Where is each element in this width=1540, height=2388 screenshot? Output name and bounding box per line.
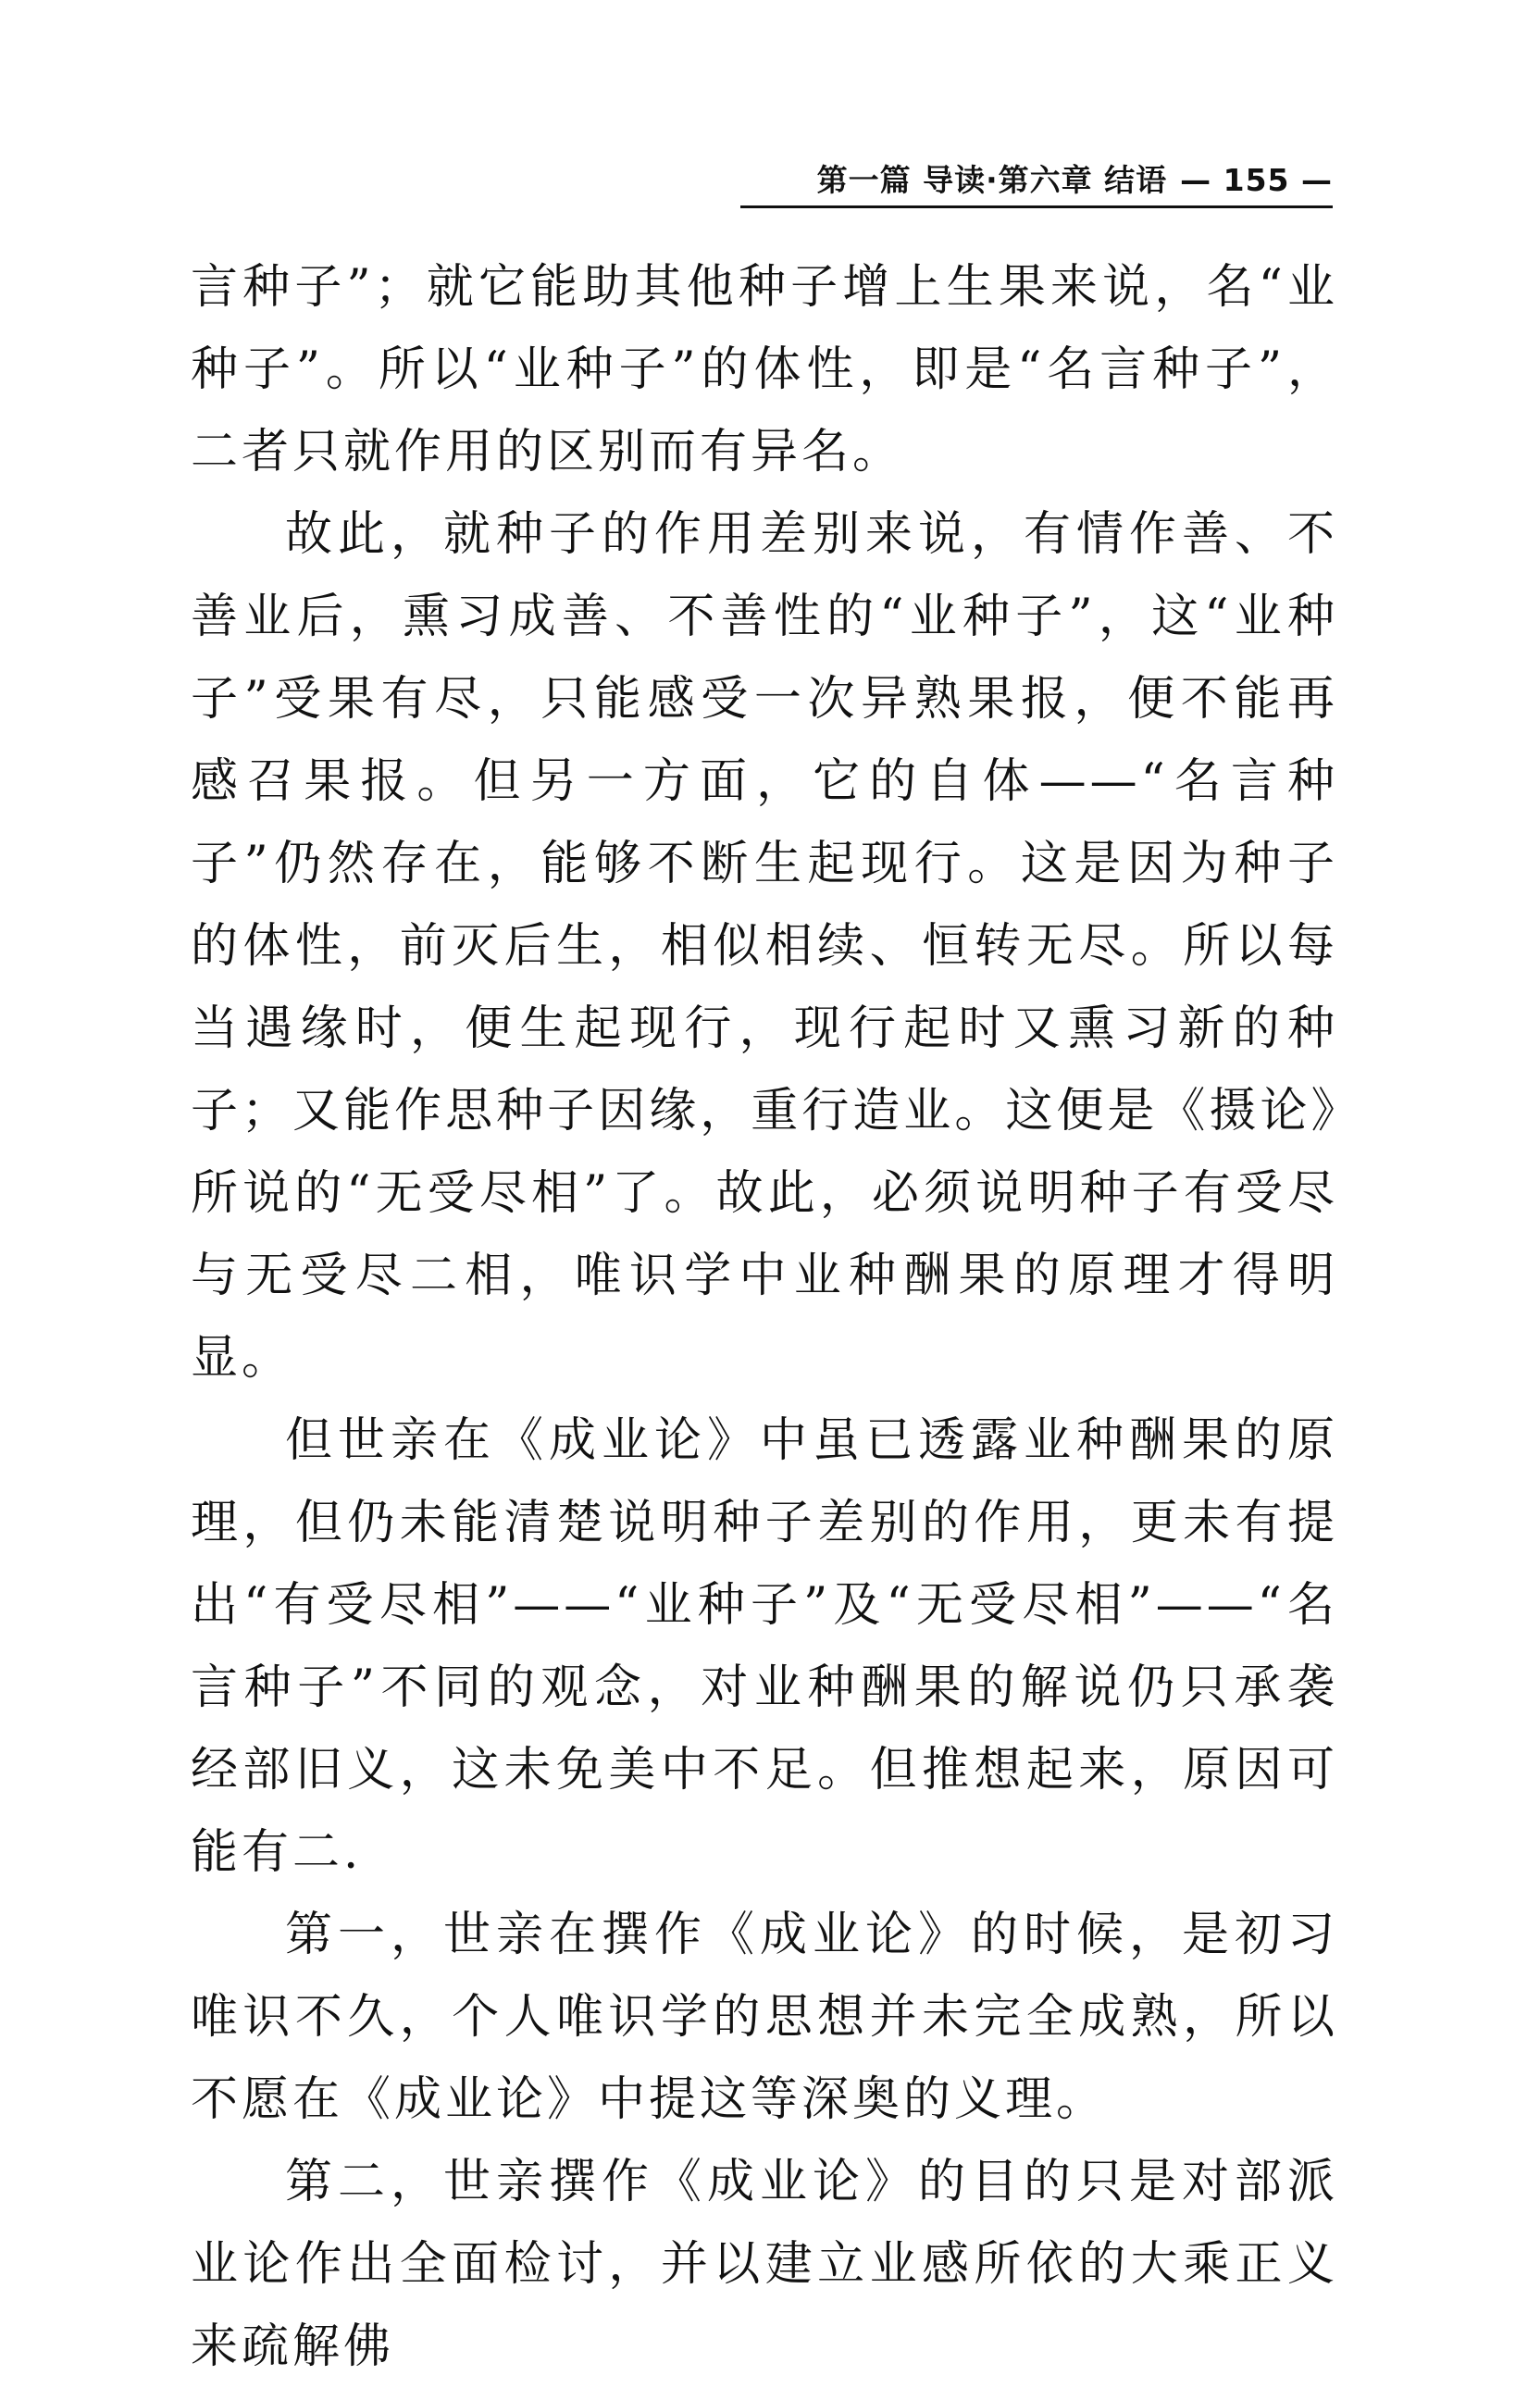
body-text [191, 246, 1338, 2388]
page-number: — 155 — [1180, 162, 1333, 198]
paragraph-1-continuation: 言种子”；就它能助其他种子增上生果来说，名“业种子”。所以“业种子”的体性，即是“名言种子”，二者只就作用的区别而有异名。 [191, 260, 1338, 479]
paragraph-5: 第二，世亲撰作《成业论》的目的只是对部派业论作出全面检讨，并以建立业感所依的大乘正义来疏解佛 [191, 2155, 1338, 2374]
running-title: 第一篇 导读·第六章 结语 [816, 162, 1168, 198]
header-rule [740, 205, 1333, 208]
running-header [185, 159, 1333, 211]
paragraph-4: 第一，世亲在撰作《成业论》的时候，是初习唯识不久，个人唯识学的思想并未完全成熟，所以不愿在《成业论》中提这等深奥的义理。 [191, 1908, 1338, 2127]
paragraph-3: 但世亲在《成业论》中虽已透露业种酬果的原理，但仍未能清楚说明种子差别的作用，更未有提出“有受尽相”——“业种子”及“无受尽相”——“名言种子”不同的观念，对业种酬果的解说仍只承袭经部旧义，这未免美中不足。但推想起来，原因可能有二. [191, 1413, 1338, 1880]
paragraph-2: 故此，就种子的作用差别来说，有情作善、不善业后，熏习成善、不善性的“业种子”，这“业种子”受果有尽，只能感受一次异熟果报，便不能再感召果报。但另一方面，它的自体——“名言种子”仍然存在，能够不断生起现行。这是因为种子的体性，前灭后生，相似相续、恒转无尽。所以每当遇缘时，便生起现行，现行起时又熏习新的种子；又能作思种子因缘，重行造业。这便是《摄论》所说的“无受尽相”了。故此，必须说明种子有受尽与无受尽二相，唯识学中业种酬果的原理才得明显。 [191, 507, 1338, 1386]
